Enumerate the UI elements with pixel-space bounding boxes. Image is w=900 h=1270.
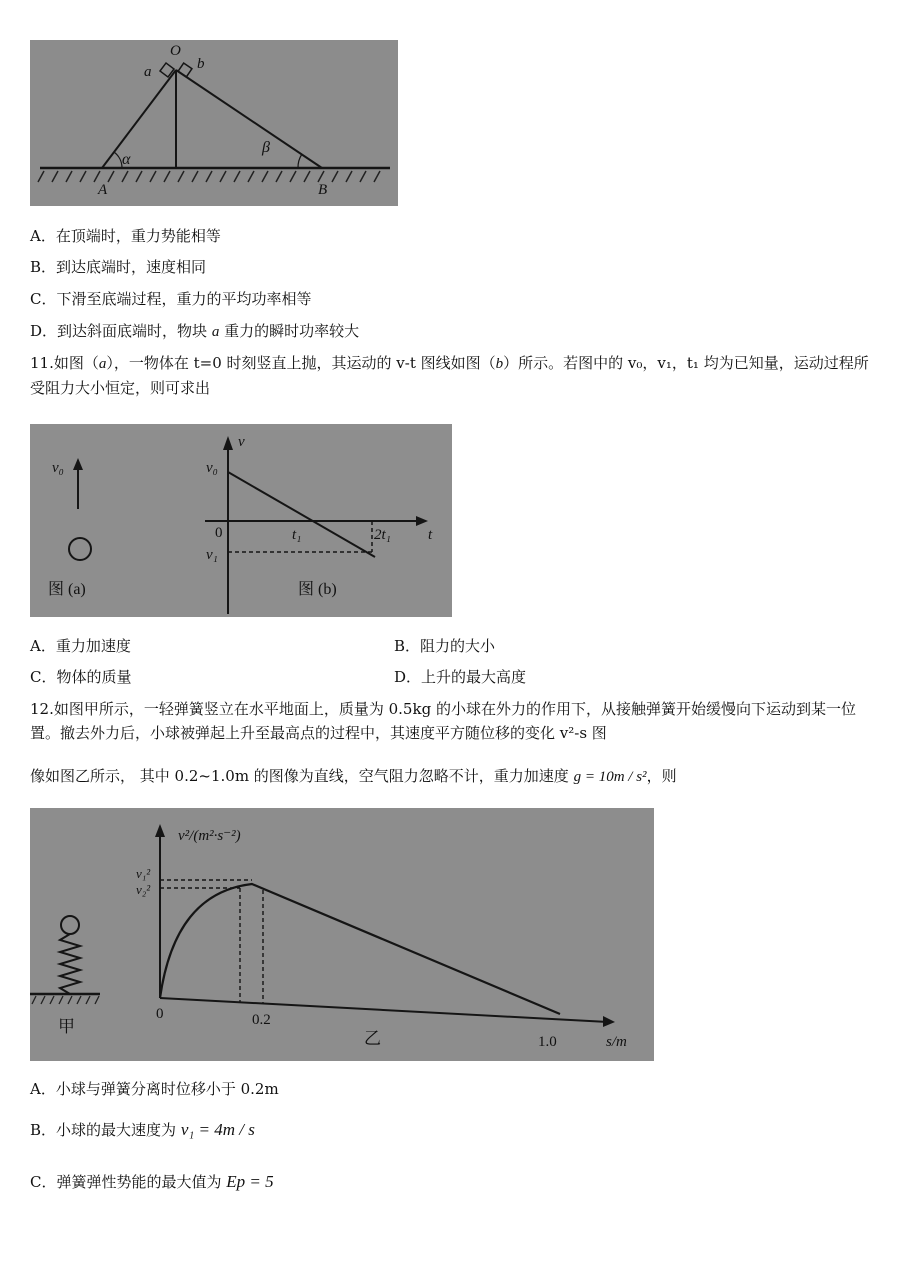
q10-option-b: B．到达底端时，速度相同 bbox=[30, 258, 207, 276]
q12-stem-part2: 像如图乙所示， 其中 0.2~1.0m 的图像为直线，空气阻力忽略不计，重力加速度 bbox=[30, 767, 569, 785]
q11-stem-part1: 11.如图（ bbox=[30, 354, 99, 372]
q10-option-d bbox=[30, 321, 359, 342]
fig-b-axis-v: v bbox=[238, 434, 245, 450]
fig-a-caption: 图 (a) bbox=[48, 581, 86, 598]
fig-b-origin: 0 bbox=[215, 525, 223, 541]
q11-stem-b: b bbox=[495, 356, 504, 372]
fig-yi-xaxis: s/m bbox=[606, 1034, 627, 1050]
q11-stem-part3: ）所示。若图中的 v₀，v₁，t₁ 均为已知量，运动过程所受阻力大小恒定，则可求出 bbox=[30, 354, 869, 397]
fig-yi-tick-10: 1.0 bbox=[538, 1034, 557, 1050]
q11-option-a: A．重力加速度 bbox=[30, 637, 131, 655]
q11-option-b: B．阻力的大小 bbox=[394, 637, 496, 655]
label-A: A bbox=[98, 182, 108, 198]
q12-option-b-formula: v₁ = 4m / s bbox=[180, 1120, 255, 1139]
fig-yi-v2sq: v₂² bbox=[136, 882, 151, 897]
q11-option-c: C．物体的质量 bbox=[30, 668, 132, 686]
label-B: B bbox=[318, 182, 328, 198]
label-b: b bbox=[197, 56, 205, 72]
fig-yi-yaxis: v²/(m²·s⁻²) bbox=[178, 828, 241, 844]
q11-stem-a: a bbox=[98, 356, 107, 372]
figure-v2s-graph bbox=[30, 808, 654, 1061]
fig-b-v1: v₁ bbox=[206, 547, 218, 563]
q12-stem-part3: ，则 bbox=[646, 767, 677, 785]
fig-b-v0-tick: v₀ bbox=[206, 460, 218, 476]
q11-option-d: D．上升的最大高度 bbox=[394, 668, 527, 686]
q10-option-d-post: 重力的瞬时功率较大 bbox=[224, 322, 360, 340]
q10-option-a: A．在顶端时，重力势能相等 bbox=[30, 227, 221, 245]
q10-option-d-var: a bbox=[211, 324, 220, 340]
label-O: O bbox=[170, 43, 181, 59]
fig-a-v0: v₀ bbox=[52, 460, 64, 476]
fig-yi-caption: 乙 bbox=[364, 1029, 381, 1048]
q10-option-c: C．下滑至底端过程，重力的平均功率相等 bbox=[30, 290, 312, 308]
fig-yi-origin: 0 bbox=[156, 1006, 164, 1022]
q12-stem-g: g = 10m / s² bbox=[573, 769, 647, 785]
fig-jia-caption: 甲 bbox=[58, 1017, 75, 1036]
fig-b-t1: t₁ bbox=[292, 527, 302, 543]
q11-stem bbox=[30, 351, 875, 400]
fig-b-2t1: 2t₁ bbox=[374, 527, 391, 543]
q12-option-c-formula: Ep = 5 bbox=[226, 1172, 274, 1191]
label-beta: β bbox=[262, 139, 270, 156]
q12-stem-line1: 12.如图甲所示，一轻弹簧竖立在水平地面上，质量为 0.5kg 的小球在外力的作用下，从接触弹簧开始缓慢向下运动到某一位置。撤去外力后，小球被弹起上升至最高点的过程中，其速度平方随位移的变化 v²-s 图 bbox=[30, 700, 856, 742]
fig-b-caption: 图 (b) bbox=[298, 581, 337, 598]
fig-b-axis-t: t bbox=[428, 527, 433, 543]
q12-option-b-text: B．小球的最大速度为 bbox=[30, 1121, 177, 1139]
fig-yi-tick-02: 0.2 bbox=[252, 1012, 271, 1028]
figure-vt-graph bbox=[30, 424, 452, 617]
label-a: a bbox=[144, 64, 152, 80]
q12-option-a: A．小球与弹簧分离时位移小于 0.2m bbox=[30, 1080, 279, 1098]
fig-yi-v1sq: v₁² bbox=[136, 866, 151, 881]
q12-stem-line2 bbox=[30, 766, 677, 787]
q12-option-c bbox=[30, 1172, 274, 1192]
figure-inclines bbox=[30, 40, 398, 206]
q10-option-d-pre: D．到达斜面底端时，物块 bbox=[30, 322, 208, 340]
q11-stem-part2: ），一物体在 t=0 时刻竖直上抛，其运动的 v-t 图线如图（ bbox=[106, 354, 496, 372]
q12-option-b bbox=[30, 1120, 255, 1140]
q12-option-c-text: C．弹簧弹性势能的最大值为 bbox=[30, 1173, 222, 1191]
label-alpha: α bbox=[122, 151, 131, 168]
